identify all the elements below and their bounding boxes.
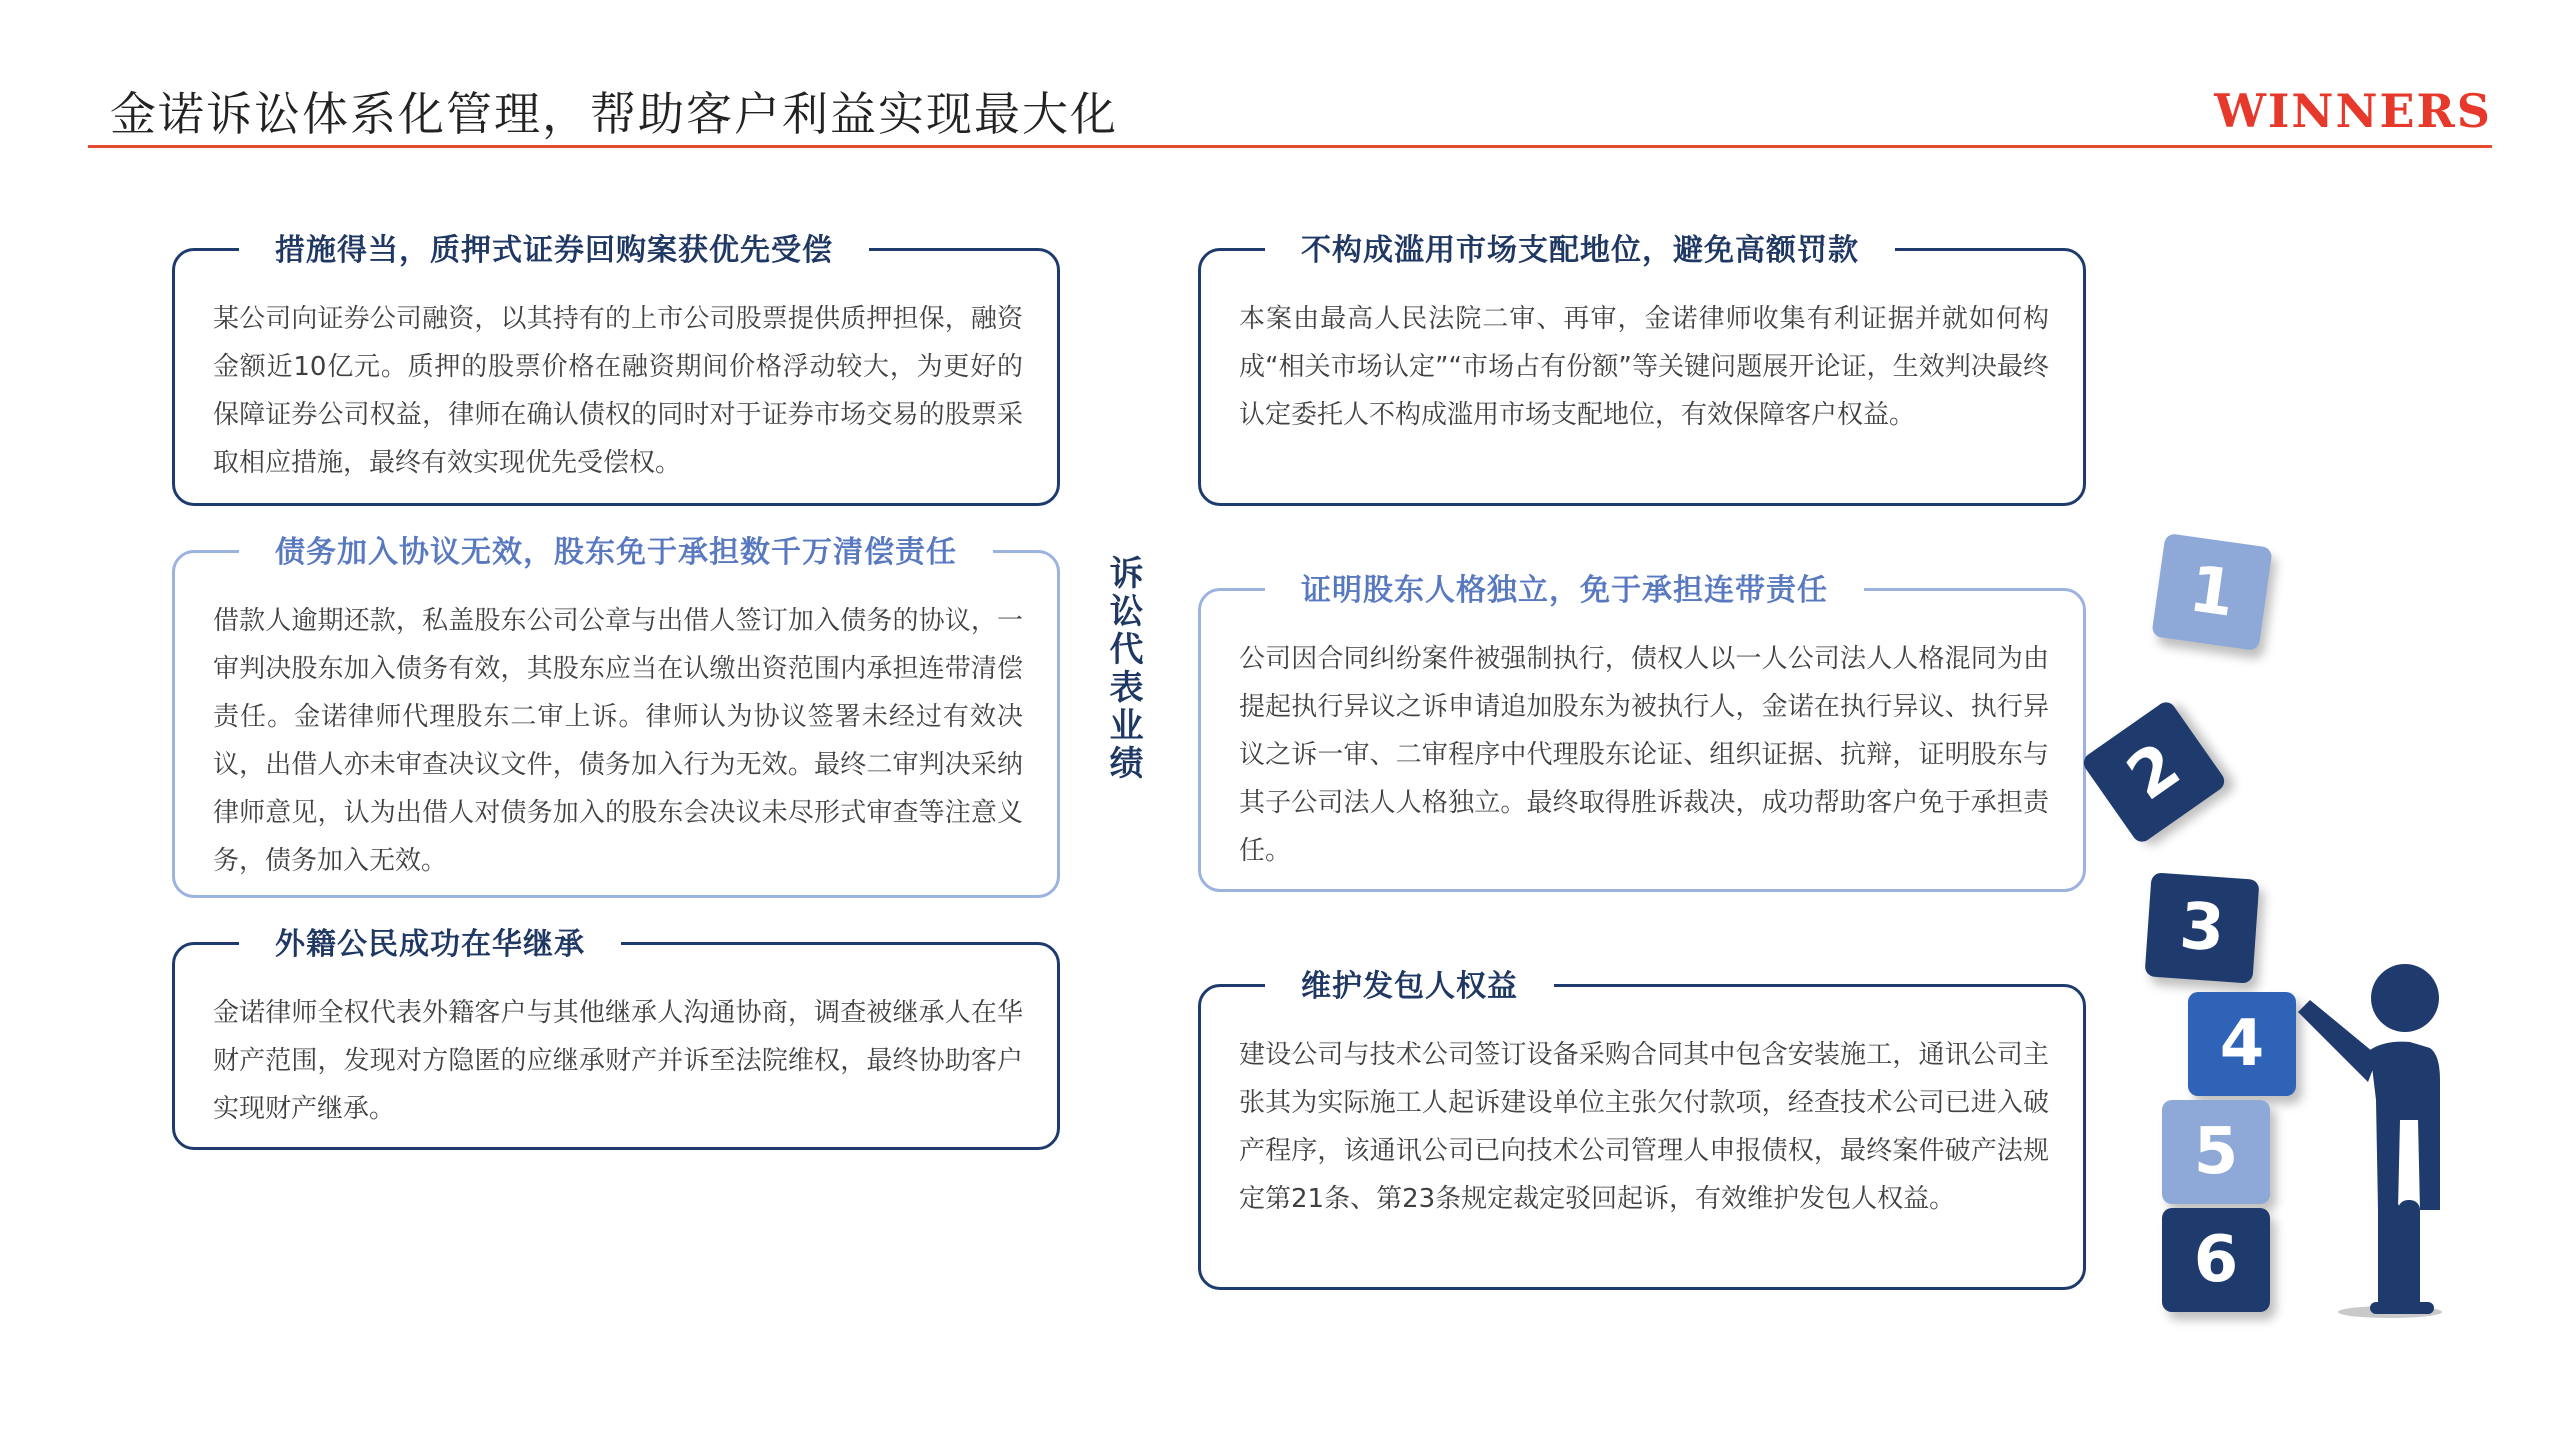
page-title: 金诺诉讼体系化管理，帮助客户利益实现最大化: [110, 87, 1118, 141]
number-block-2: 2: [2080, 698, 2228, 845]
case-title: 措施得当，质押式证券回购案获优先受偿: [239, 225, 869, 269]
case-body: 金诺律师全权代表外籍客户与其他继承人沟通协商，调查被继承人在华财产范围，发现对方隐匿的应继承财产并诉至法院维权，最终协助客户实现财产继承。: [213, 998, 1023, 1124]
number-block-4: 4: [2188, 992, 2296, 1096]
case-card-2: [172, 535, 1060, 898]
case-card-1: [172, 233, 1060, 506]
case-title: 不构成滥用市场支配地位，避免高额罚款: [1265, 225, 1895, 269]
case-body: 借款人逾期还款，私盖股东公司公章与出借人签订加入债务的协议，一审判决股东加入债务有效，其股东应当在认缴出资范围内承担连带清偿责任。金诺律师代理股东二审上诉。律师认为协议签署未经过有效决议，出借人亦未审查决议文件，债务加入行为无效。最终二审判决采纳律师意见，认为出借人对债务加入的股东会决议未尽形式审查等注意义务，债务加入无效。: [213, 606, 1023, 876]
number-block-6: 6: [2162, 1208, 2270, 1312]
case-body: 建设公司与技术公司签订设备采购合同其中包含安装施工，通讯公司主张其为实际施工人起诉建设单位主张欠付款项，经查技术公司已进入破产程序，该通讯公司已向技术公司管理人申报债权，最终案件破产法规定第21条、第23条规定裁定驳回起诉，有效维护发包人权益。: [1239, 1040, 2049, 1214]
case-body: 本案由最高人民法院二审、再审，金诺律师收集有利证据并就如何构成“相关市场认定”“市场占有份额”等关键问题展开论证，生效判决最终认定委托人不构成滥用市场支配地位，有效保障客户权益。: [1239, 304, 2049, 430]
section-label: 诉讼代表业绩: [1103, 555, 1143, 783]
case-card-4: [1198, 233, 2086, 506]
header-divider: [88, 145, 2492, 148]
number-block-5: 5: [2162, 1100, 2270, 1204]
case-body: 公司因合同纠纷案件被强制执行，债权人以一人公司法人人格混同为由提起执行异议之诉申请追加股东为被执行人，金诺在执行异议、执行异议之诉一审、二审程序中代理股东论证、组织证据、抗辩，证明股东与其子公司法人人格独立。最终取得胜诉裁决，成功帮助客户免于承担责任。: [1239, 644, 2049, 866]
case-card-5: [1198, 573, 2086, 892]
number-block-1: 1: [2151, 533, 2272, 651]
case-body: 某公司向证券公司融资，以其持有的上市公司股票提供质押担保，融资金额近10亿元。质押的股票价格在融资期间价格浮动较大，为更好的保障证券公司权益，律师在确认债权的同时对于证券市场交易的股票采取相应措施，最终有效实现优先受偿权。: [213, 304, 1023, 478]
number-block-3: 3: [2145, 872, 2260, 983]
case-title: 债务加入协议无效，股东免于承担数千万清偿责任: [239, 527, 993, 571]
brand-logo: WINNERS: [2214, 84, 2492, 138]
case-card-6: [1198, 969, 2086, 1290]
case-title: 证明股东人格独立，免于承担连带责任: [1265, 565, 1864, 609]
case-card-3: [172, 927, 1060, 1150]
person-figure-icon: [2290, 960, 2480, 1340]
case-title: 维护发包人权益: [1265, 961, 1554, 1005]
case-title: 外籍公民成功在华继承: [239, 919, 621, 963]
